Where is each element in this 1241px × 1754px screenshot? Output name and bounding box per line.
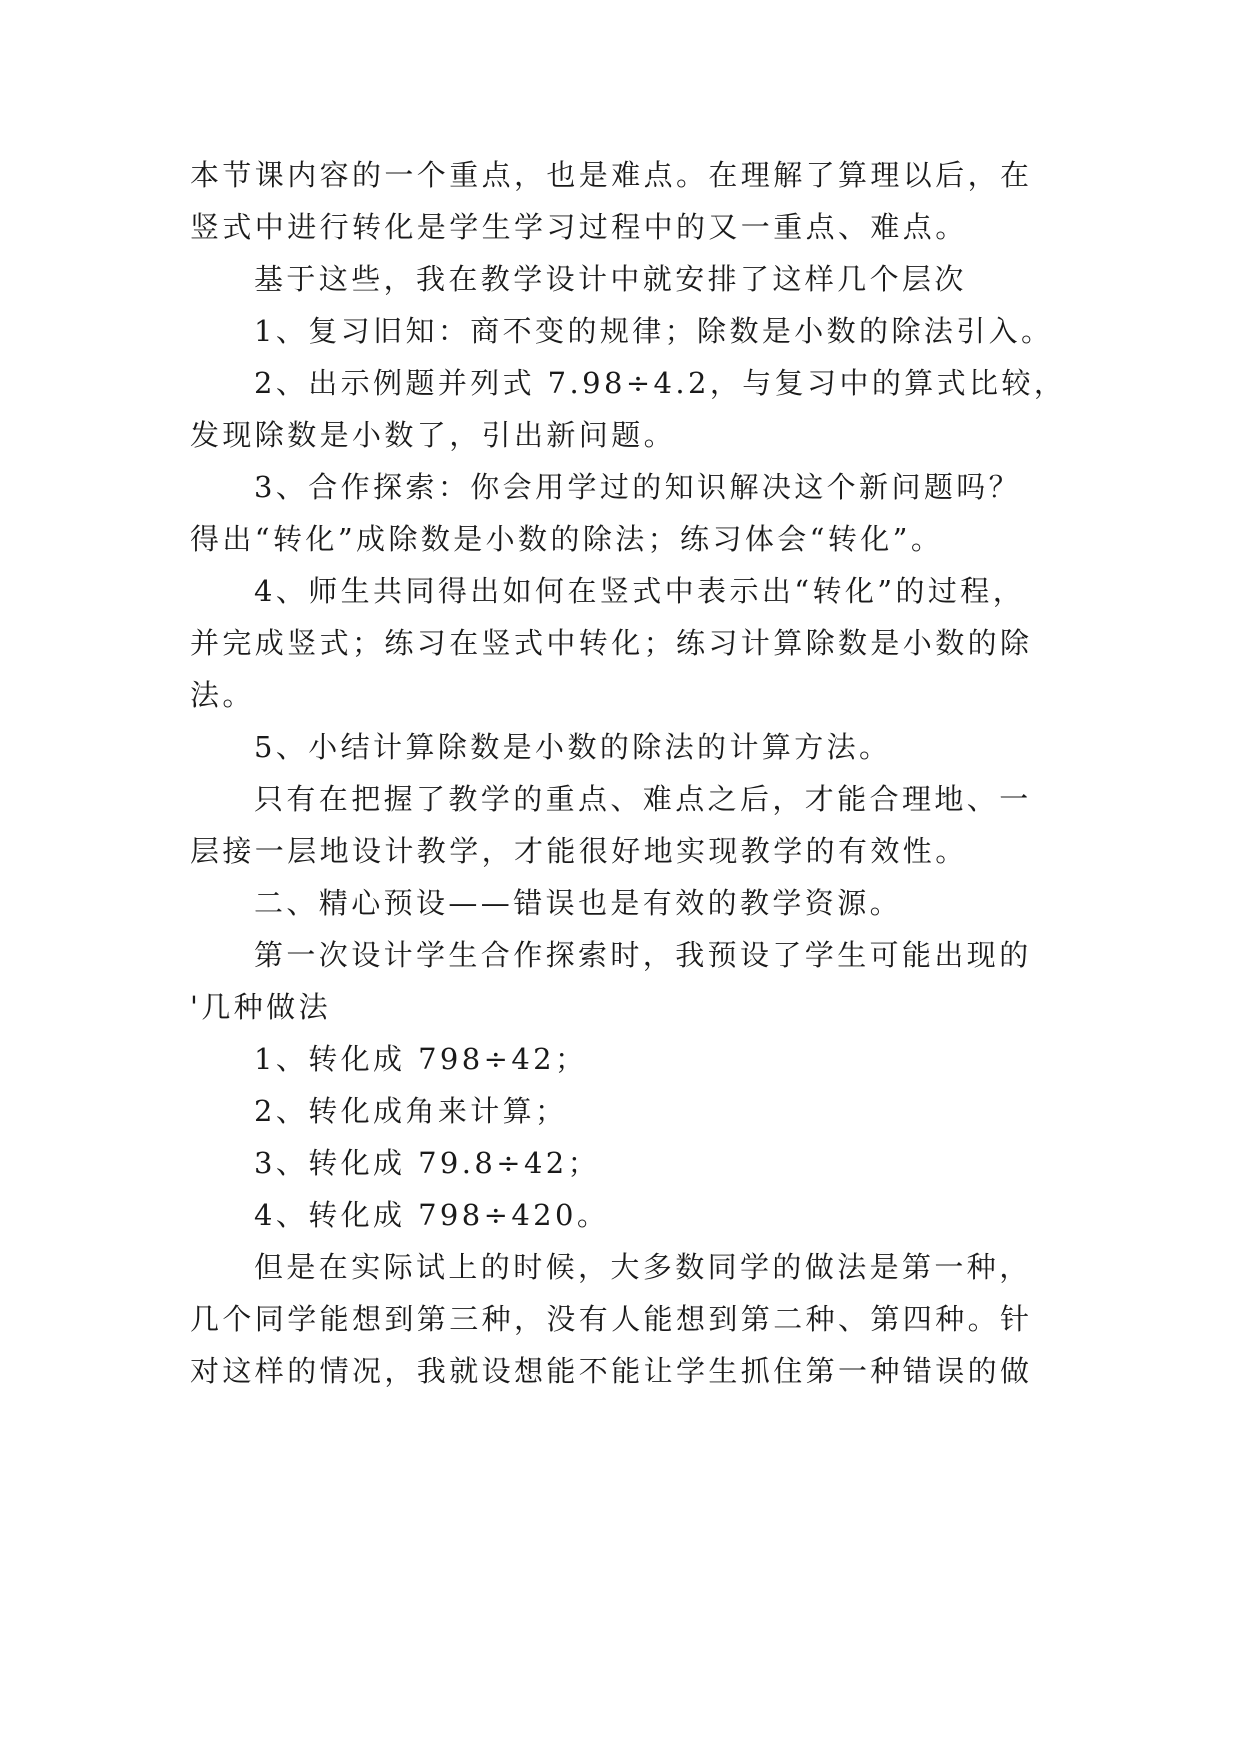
text-line: 4、师生共同得出如何在竖式中表示出“转化”的过程， xyxy=(254,574,1026,608)
text-line: 2、出示例题并列式 7.98÷4.2，与复习中的算式比较， xyxy=(254,366,1067,400)
text-line: 法。 xyxy=(190,678,255,712)
text-line: 对这样的情况，我就设想能不能让学生抓住第一种错误的做 xyxy=(190,1354,1033,1388)
text-line: 发现除数是小数了，引出新问题。 xyxy=(190,418,677,452)
text-line: 第一次设计学生合作探索时，我预设了学生可能出现的 xyxy=(254,938,1032,972)
text-line: '几种做法 xyxy=(190,990,331,1024)
text-line: 1、转化成 798÷42； xyxy=(254,1042,588,1076)
text-line: 二、精心预设——错误也是有效的教学资源。 xyxy=(254,886,903,920)
text-line: 3、合作探索：你会用学过的知识解决这个新问题吗？ xyxy=(254,470,1022,504)
text-line: 但是在实际试上的时候，大多数同学的做法是第一种， xyxy=(254,1250,1032,1284)
text-line: 层接一层地设计教学，才能很好地实现教学的有效性。 xyxy=(190,834,968,868)
text-line: 只有在把握了教学的重点、难点之后，才能合理地、一 xyxy=(254,782,1032,816)
text-line: 几个同学能想到第三种，没有人能想到第二种、第四种。针 xyxy=(190,1302,1033,1336)
text-line: 3、转化成 79.8÷42； xyxy=(254,1146,601,1180)
text-line: 2、转化成角来计算； xyxy=(254,1094,568,1128)
text-line: 基于这些，我在教学设计中就安排了这样几个层次 xyxy=(254,262,967,296)
text-line: 本节课内容的一个重点，也是难点。在理解了算理以后，在 xyxy=(190,158,1033,192)
text-line: 竖式中进行转化是学生学习过程中的又一重点、难点。 xyxy=(190,210,968,244)
text-line: 1、复习旧知：商不变的规律；除数是小数的除法引入。 xyxy=(254,314,1054,348)
text-line: 得出“转化”成除数是小数的除法；练习体会“转化”。 xyxy=(190,522,944,556)
text-line: 并完成竖式；练习在竖式中转化；练习计算除数是小数的除 xyxy=(190,626,1033,660)
text-line: 4、转化成 798÷420。 xyxy=(254,1198,610,1232)
text-line: 5、小结计算除数是小数的除法的计算方法。 xyxy=(254,730,892,764)
